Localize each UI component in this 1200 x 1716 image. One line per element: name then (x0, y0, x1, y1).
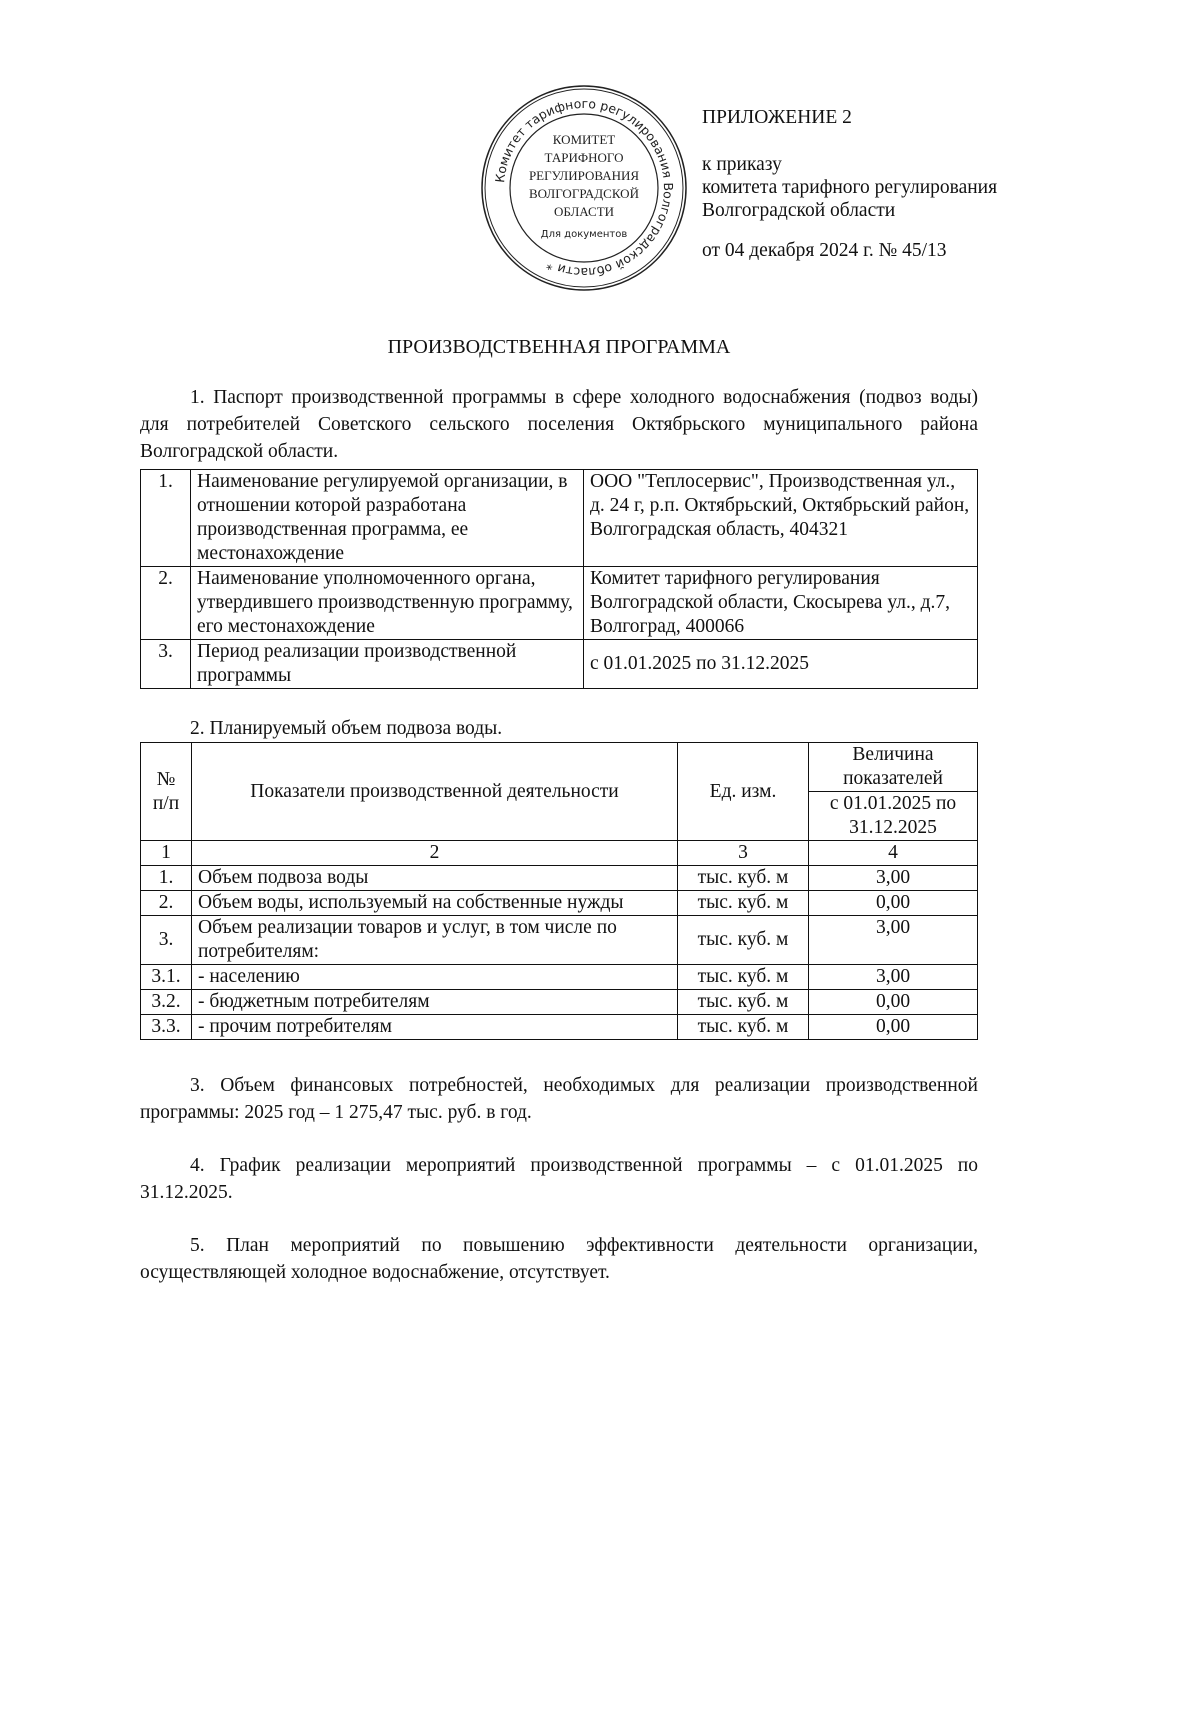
table-cell: Объем воды, используемый на собственные нужды (192, 891, 678, 916)
table-row (141, 470, 978, 567)
stamp-ring-text: Комитет тарифного регулирования Волгоградской области * (492, 95, 677, 281)
table-cell: 3,00 (809, 916, 978, 965)
stamp-line: РЕГУЛИРОВАНИЯ (528, 168, 640, 183)
stamp-line: ВОЛГОГРАДСКОЙ (529, 186, 639, 201)
table-row (141, 916, 978, 965)
table-header-row (141, 743, 978, 792)
table-cell: тыс. куб. м (678, 1015, 809, 1040)
header-value: Величина показателей (809, 743, 978, 792)
table-cell: 1 (141, 841, 192, 866)
appendix-label: ПРИЛОЖЕНИЕ 2 (702, 107, 852, 128)
table-cell: 1. (141, 866, 192, 891)
official-stamp (478, 82, 690, 294)
table-cell: 3.3. (141, 1015, 192, 1040)
table-cell: 3 (678, 841, 809, 866)
table-cell: ООО "Теплосервис", Производственная ул., д. 24 г, р.п. Октябрьский, Октябрьский район, Волгоградская область, 404321 (584, 470, 978, 567)
spacer (140, 1040, 978, 1072)
spacer (140, 689, 978, 715)
spacer (140, 1206, 978, 1232)
table-cell: 4 (809, 841, 978, 866)
stamp-line: ОБЛАСТИ (553, 204, 615, 219)
table-cell: 0,00 (809, 990, 978, 1015)
table-cell: 3,00 (809, 866, 978, 891)
header-unit: Ед. изм. (678, 743, 809, 841)
table-row (141, 990, 978, 1015)
table-cell: Наименование регулируемой организации, в отношении которой разработана производственная программа, ее местонахождение (191, 470, 584, 567)
stamp-line: ТАРИФНОГО (544, 150, 624, 165)
table-cell: Комитет тарифного регулирования Волгоградской области, Скосырева ул., д.7, Волгоград, 400066 (584, 567, 978, 640)
stamp-line: КОМИТЕТ (552, 132, 616, 147)
water-volume-table (140, 742, 978, 1040)
table-cell: тыс. куб. м (678, 990, 809, 1015)
table-cell: 3.2. (141, 990, 192, 1015)
table-cell: Объем подвоза воды (192, 866, 678, 891)
table-row (141, 1015, 978, 1040)
table-cell: - бюджетным потребителям (192, 990, 678, 1015)
table-cell: тыс. куб. м (678, 965, 809, 990)
table-cell: 3,00 (809, 965, 978, 990)
table-cell: Объем реализации товаров и услуг, в том числе по потребителям: (192, 916, 678, 965)
table-cell: 3. (141, 916, 192, 965)
spacer (140, 1126, 978, 1152)
table-cell: с 01.01.2025 по 31.12.2025 (584, 640, 978, 689)
header-number: № п/п (141, 743, 192, 841)
order-region: Волгоградской области (702, 200, 896, 221)
section-5-text: 5. План мероприятий по повышению эффективности деятельности организации, осуществляющей холодное водоснабжение, отсутствует. (140, 1235, 978, 1283)
column-numbers-row (141, 841, 978, 866)
header-period: с 01.01.2025 по 31.12.2025 (809, 792, 978, 841)
passport-table (140, 469, 978, 689)
table-row (141, 891, 978, 916)
table-row (141, 640, 978, 689)
table-cell: 1. (141, 470, 191, 567)
section-4-text: 4. График реализации мероприятий производственной программы – с 01.01.2025 по 31.12.2025. (140, 1155, 978, 1203)
section-3-text: 3. Объем финансовых потребностей, необходимых для реализации производственной программы: 2025 год – 1 275,47 тыс. руб. в год. (140, 1075, 978, 1123)
table-cell: 0,00 (809, 891, 978, 916)
table-row (141, 965, 978, 990)
table-row (141, 567, 978, 640)
table-row (141, 866, 978, 891)
header-indicator: Показатели производственной деятельности (192, 743, 678, 841)
table-cell: тыс. куб. м (678, 866, 809, 891)
table-cell: - населению (192, 965, 678, 990)
order-ref: к приказу (702, 154, 782, 175)
table-cell: Наименование уполномоченного органа, утвердившего производственную программу, его местонахождение (191, 567, 584, 640)
table-cell: 2. (141, 567, 191, 640)
table-cell: 0,00 (809, 1015, 978, 1040)
table-cell: - прочим потребителям (192, 1015, 678, 1040)
section-1-text: 1. Паспорт производственной программы в сфере холодного водоснабжения (подвоз воды) для потребителей Советского сельского поселения Октябрьского муниципального района Волгоградской области. (140, 387, 978, 462)
table-cell: 2. (141, 891, 192, 916)
order-date: от 04 декабря 2024 г. № 45/13 (702, 240, 947, 261)
page-title: ПРОИЗВОДСТВЕННАЯ ПРОГРАММА (387, 336, 731, 358)
document-body (140, 334, 978, 1286)
table-cell: 3.1. (141, 965, 192, 990)
section-2-text: 2. Планируемый объем подвоза воды. (190, 718, 503, 739)
order-committee: комитета тарифного регулирования (702, 177, 998, 198)
stamp-bottom-text: Для документов (540, 229, 628, 240)
table-cell: тыс. куб. м (678, 891, 809, 916)
table-cell: тыс. куб. м (678, 916, 809, 965)
table-cell: 2 (192, 841, 678, 866)
table-cell: 3. (141, 640, 191, 689)
table-cell: Период реализации производственной программы (191, 640, 584, 689)
